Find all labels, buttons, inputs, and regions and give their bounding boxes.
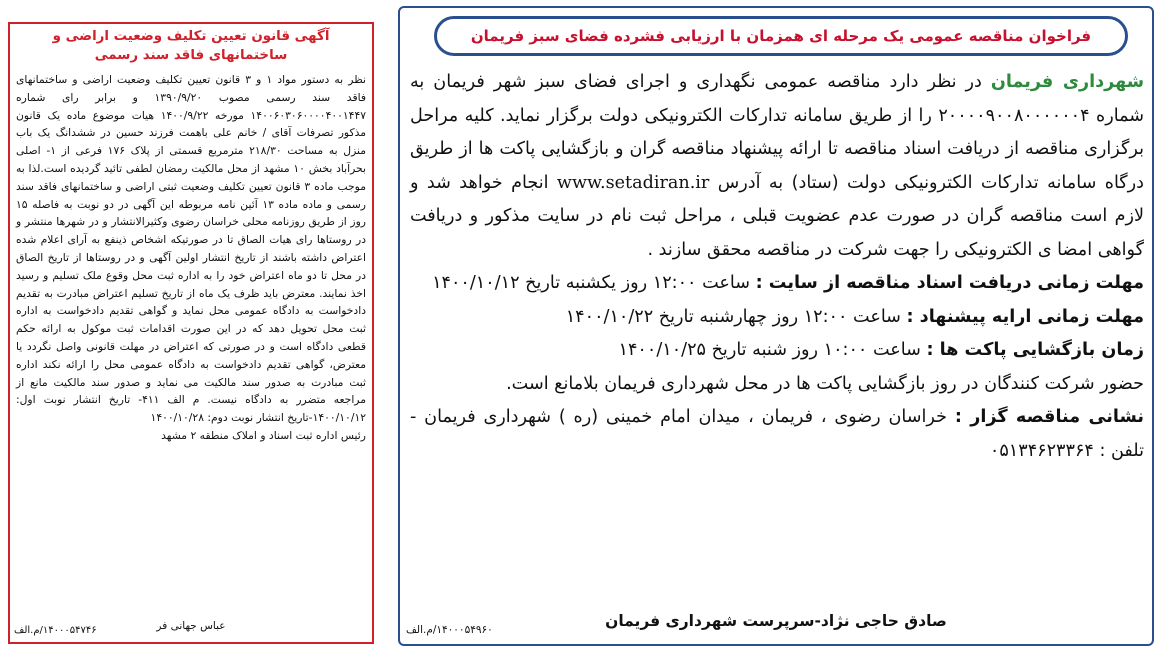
registration-notice-title: آگهی قانون تعیین تکلیف وضعیت اراضی و ساختمانهای فاقد سند رسمی: [52, 29, 330, 63]
address-value: خراسان رضوی ، فریمان ، میدان امام خمینی (ره ) شهرداری فریمان - تلفن : ۰۵۱۳۴۶۲۳۳۶۴: [410, 407, 1144, 461]
registration-notice: [8, 22, 374, 644]
attendance-note: حضور شرکت کنندگان در روز بازگشایی پاکت ها در محل شهرداری فریمان بلامانع است.: [506, 373, 1144, 394]
bid-deadline: [410, 301, 1144, 335]
registration-notice-text: نظر به دستور مواد ۱ و ۳ قانون تعیین تکلیف وضعیت اراضی و ساختمانهای فاقد سند رسمی مصوب ۱۳۹۰/۹/۲۰ و برابر رای شماره ۱۴۰۰۶۰۳۰۶۰۰۰۰۴۰۰۱۴۴۷ مورخه ۱۴۰۰/۹/۲۲ هیات موضوع ماده یک قانون مذکور تصرفات آقای / خانم علی باهمت فرزند حسین در ششدانگ یک باب منزل به مساحت ۲۱۸/۳۰ مترمربع قسمتی از پلاک ۱۷۶ فرعی از ۱- اصلی بحرآباد بخش ۱۰ مشهد از محل مالکیت رمضان لطفی تائید گردیده است.لذا به موجب ماده ۳ قانون تعیین تکلیف وضعیت ثبتی اراضی و ساختمانهای فاقد سند رسمی و ماده ماده ۱۳ آئین نامه مربوطه این آگهی در دو نوبت به فاصله ۱۵ روز از طریق روزنامه محلی خراسان رضوی وکثیرالانتشار و در شهرها منتشر و در روستاها رای هیات الصاق تا در صورتیکه اشخاص ذینفع به آرای اعلام شده اعتراض داشته باشند از تاریخ انتشار اولین آگهی و در روستاها از تاریخ الصاق در محل تا دو ماه اعتراض خود را به اداره ثبت محل وقوع ملک تسلیم و رسید اخذ نمایند. معترض باید ظرف یک ماه از تاریخ تسلیم اعتراض مبادرت به تقدیم دادخواست به دادگاه عمومی محل نماید و گواهی تقدیم دادخواست به اداره ثبت محل تحویل دهد که در این صورت اقدامات ثبت موکول به ارائه حکم قطعی دادگاه است و در صورتی که اعتراض در مهلت قانونی واصل نگردد یا معترض، گواهی تقدیم دادخواست به دادگاه عمومی محل را ارائه نکند اداره ثبت مبادرت به صدور سند مالکیت می نماید و صدور سند مالکیت مانع از مراجعه متضرر به دادگاه نیست. م الف ۴۱۱- تاریخ انتشار نوبت اول: ۱۴۰۰/۱۰/۱۲-تاریخ انتشار نوبت دوم: ۱۴۰۰/۱۰/۲۸: [16, 73, 367, 425]
doc-deadline-value: ساعت ۱۲:۰۰ روز یکشنبه تاریخ ۱۴۰۰/۱۰/۱۲: [432, 273, 750, 293]
bid-deadline-label: مهلت زمانی ارایه پیشنهاد :: [906, 306, 1144, 327]
setad-url: www.setadiran.ir: [556, 172, 710, 193]
tender-intro-end: انجام خواهد شد و لازم است مناقصه گران در صورت عدم عضویت قبلی ، مراحل ثبت نام در سایت مذکور و دریافت گواهی امضا ی الکترونیکی را جهت شرکت در مناقصه محقق سازند .: [410, 172, 1144, 260]
organization-name: شهرداری فریمان: [990, 72, 1144, 92]
registration-office: رئیس اداره ثبت اسناد و املاک منطقه ۲ مشهد: [161, 428, 366, 442]
tender-body: [410, 66, 1144, 468]
tender-announcement: [398, 6, 1154, 646]
tender-title: فراخوان مناقصه عمومی یک مرحله ای همزمان با ارزیابی فشرده فضای سبز فریمان: [434, 16, 1128, 56]
opening-time-value: ساعت ۱۰:۰۰ روز شنبه تاریخ ۱۴۰۰/۱۰/۲۵: [618, 340, 921, 360]
registration-signer: عباس جهانی فر: [156, 620, 226, 632]
address-label: نشانی مناقصه گزار :: [954, 407, 1145, 427]
tenderer-address: [410, 401, 1144, 468]
tender-ad-code: ۱۴۰۰۰۵۴۹۶۰/م.الف: [406, 624, 493, 636]
doc-deadline-label: مهلت زمانی دریافت اسناد مناقصه از سایت :: [755, 273, 1144, 293]
opening-time-label: زمان بازگشایی پاکت ها :: [926, 340, 1144, 360]
tender-intro-text: در نظر دارد مناقصه عمومی نگهداری و اجرای فضای سبز شهر فریمان به شماره ۲۰۰۰۰۹۰۰۸۰۰۰۰۰۰۴ را از طریق سامانه تدارکات الکترونیکی دولت برگزار نماید. کلیه مراحل برگزاری مناقصه از دریافت اسناد مناقصه تا ارائه پیشنهاد مناقصه گران و بازگشایی پاکت ها از طریق درگاه سامانه تدارکات الکترونیکی دولت (ستاد) به آدرس: [410, 72, 1145, 193]
registration-notice-body: [16, 71, 366, 445]
tender-signature: صادق حاجی نژاد-سرپرست شهرداری فریمان: [605, 612, 947, 630]
registration-ad-code: ۱۴۰۰۰۵۴۷۴۶/م.الف: [14, 625, 97, 636]
tender-intro-paragraph: [410, 66, 1144, 267]
bid-deadline-value: ساعت ۱۲:۰۰ روز چهارشنبه تاریخ ۱۴۰۰/۱۰/۲۲: [565, 306, 901, 327]
doc-deadline: [410, 267, 1144, 301]
opening-time: [410, 334, 1144, 368]
